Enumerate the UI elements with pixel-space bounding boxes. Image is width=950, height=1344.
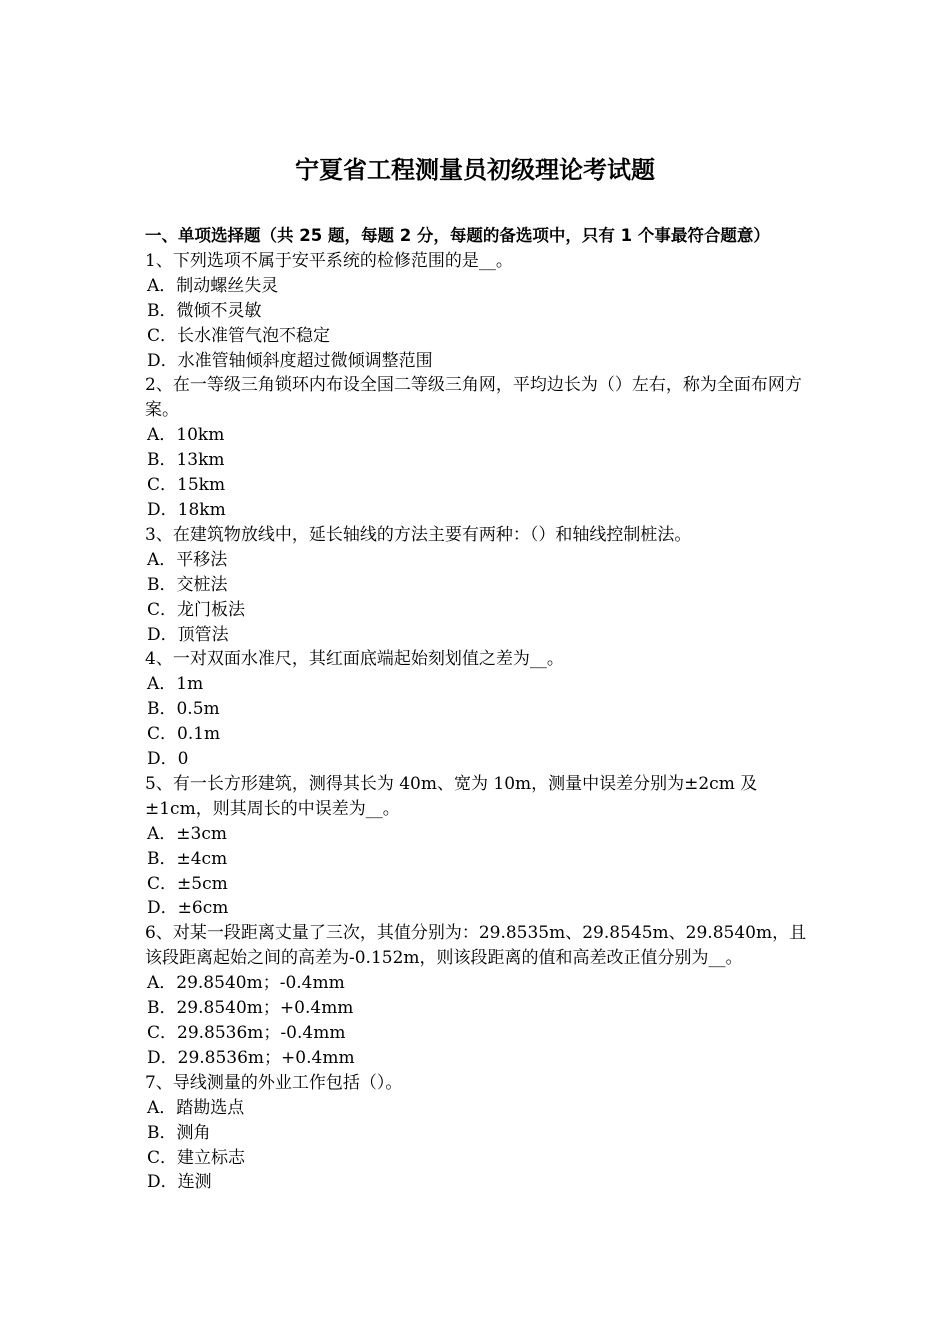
question-6 <box>145 921 815 1070</box>
option-c: C．±5cm <box>147 873 228 894</box>
option-b: B．0.5m <box>147 699 220 720</box>
question-5 <box>145 772 815 921</box>
option-b: B．±4cm <box>147 848 228 869</box>
option-d: D．29.8536m；+0.4mm <box>147 1047 355 1068</box>
option-a: A．平移法 <box>147 549 228 570</box>
option-d: D．18km <box>147 499 226 520</box>
option-d: D．连测 <box>147 1172 212 1193</box>
option-c: C．29.8536m；-0.4mm <box>147 1023 346 1043</box>
question-1 <box>145 249 815 374</box>
option-a: A．制动螺丝失灵 <box>147 275 279 296</box>
question-stem: 4、一对双面水准尺，其红面底端起始刻划值之差为__。 <box>145 649 564 670</box>
option-c: C．0.1m <box>147 724 221 745</box>
option-d: D．水准管轴倾斜度超过微倾调整范围 <box>147 350 433 371</box>
option-d: D．0 <box>147 749 189 770</box>
question-stem: 7、导线测量的外业工作包括（）。 <box>145 1072 403 1093</box>
option-a: A．1m <box>147 674 204 695</box>
option-c: C．龙门板法 <box>147 599 246 620</box>
option-b: B．测角 <box>147 1122 211 1143</box>
question-stem: 5、有一长方形建筑，测得其长为 40m、宽为 10m，测量中误差分别为±2cm 及±1cm，则其周长的中误差为__。 <box>145 773 758 819</box>
option-a: A．±3cm <box>147 823 227 844</box>
question-stem: 6、对某一段距离丈量了三次，其值分别为：29.8535m、29.8545m、29.8540m，且该段距离起始之间的高差为-0.152m，则该段距离的值和高差改正值分别为__。 <box>145 923 807 969</box>
section-heading: 一、单项选择题（共 25 题，每题 2 分，每题的备选项中，只有 1 个事最符合题意） <box>145 226 770 245</box>
document-body <box>145 224 815 1195</box>
page-title: 宁夏省工程测量员初级理论考试题 <box>295 156 655 184</box>
option-c: C．建立标志 <box>147 1147 246 1168</box>
option-a: A．29.8540m；-0.4mm <box>147 973 345 994</box>
option-b: B．13km <box>147 450 225 471</box>
option-b: B．微倾不灵敏 <box>147 300 262 321</box>
question-4 <box>145 647 815 772</box>
option-b: B．29.8540m；+0.4mm <box>147 998 354 1019</box>
option-a: A．踏勘选点 <box>147 1097 245 1118</box>
option-c: C．15km <box>147 475 226 496</box>
question-2 <box>145 373 815 522</box>
option-d: D．±6cm <box>147 898 229 919</box>
question-3 <box>145 523 815 648</box>
option-a: A．10km <box>147 425 225 446</box>
question-stem: 2、在一等级三角锁环内布设全国二等级三角网，平均边长为（）左右，称为全面布网方案。 <box>145 375 802 421</box>
option-b: B．交桩法 <box>147 574 228 595</box>
question-7 <box>145 1071 815 1196</box>
option-c: C．长水准管气泡不稳定 <box>147 325 331 346</box>
question-stem: 3、在建筑物放线中，延长轴线的方法主要有两种：（）和轴线控制桩法。 <box>145 524 692 545</box>
option-d: D．顶管法 <box>147 624 229 645</box>
question-stem: 1、下列选项不属于安平系统的检修范围的是__。 <box>145 250 513 271</box>
